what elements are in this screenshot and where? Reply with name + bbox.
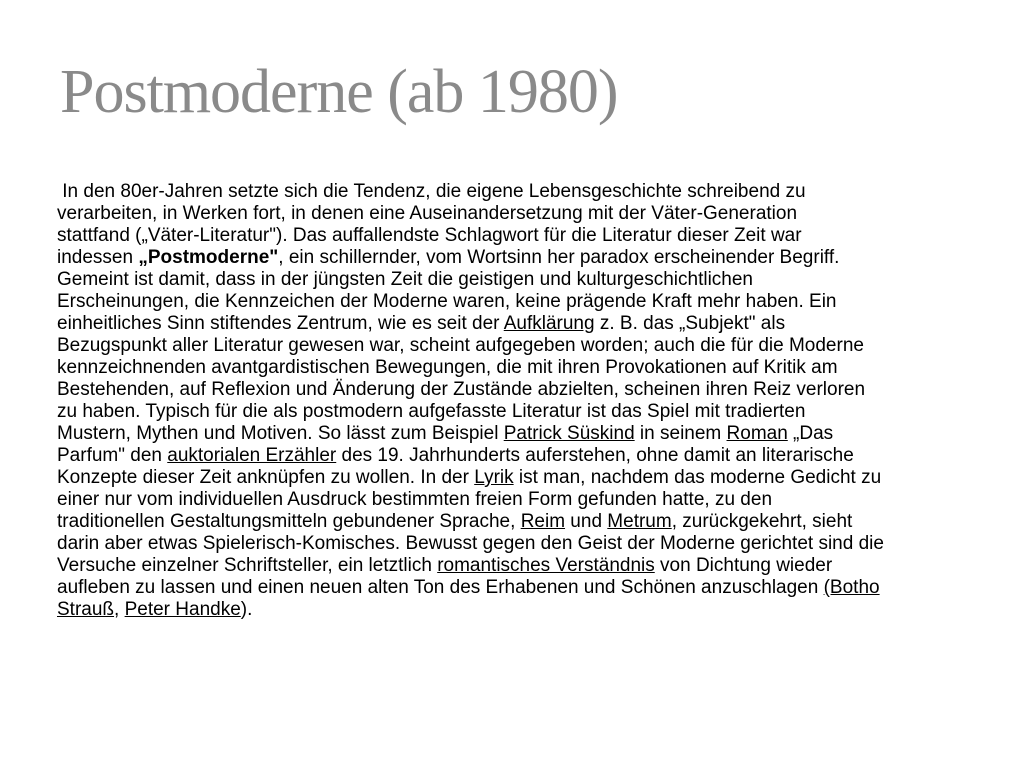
text-run: Konzepte dieser Zeit anknüpfen zu wollen. In der (57, 467, 475, 488)
text-run: einer nur vom individuellen Ausdruck bestimmten freien Form gefunden hatte, zu den (57, 489, 773, 510)
text-line (57, 203, 969, 225)
text-line (57, 247, 969, 269)
text-run: Bestehenden, auf Reflexion und Änderung der Zustände abzielten, scheinen ihren Reiz verloren (57, 379, 866, 400)
text-run: aufleben zu lassen und einen neuen alten Ton des Erhabenen und Schönen anzuschlagen (57, 577, 824, 598)
text-run: verarbeiten, in Werken fort, in denen eine Auseinandersetzung mit der Väter-Generation (57, 203, 798, 224)
body-text (57, 181, 969, 621)
text-run: Bezugspunkt aller Literatur gewesen war, scheint aufgegeben worden; auch die für die Moderne (57, 335, 864, 356)
text-run: und (565, 511, 608, 532)
text-line (57, 225, 969, 247)
text-line (57, 577, 969, 599)
text-line (57, 489, 969, 511)
text-run: Parfum" den (57, 445, 168, 466)
text-run: Erscheinungen, die Kennzeichen der Moderne waren, keine prägende Kraft mehr haben. Ein (57, 291, 837, 312)
text-line (57, 401, 969, 423)
text-line (57, 555, 969, 577)
hyperlink-text[interactable]: (Botho (823, 577, 880, 598)
hyperlink-text[interactable]: Lyrik (474, 467, 514, 488)
text-line (57, 335, 969, 357)
hyperlink-text[interactable]: Patrick Süskind (503, 423, 635, 444)
text-line (57, 533, 969, 555)
text-run: ist man, nachdem das moderne Gedicht zu (513, 467, 882, 488)
text-run: in seinem (634, 423, 727, 444)
text-line (57, 467, 969, 489)
text-run: , (114, 599, 125, 620)
text-run: indessen (57, 247, 139, 268)
hyperlink-text[interactable]: auktorialen Erzähler (167, 445, 337, 466)
text-line (57, 269, 969, 291)
hyperlink-text[interactable]: Reim (520, 511, 566, 532)
text-run: „Das (787, 423, 834, 444)
text-run: stattfand („Väter-Literatur"). Das auffallendste Schlagwort für die Literatur dieser Zeit war (57, 225, 802, 246)
text-run: von Dichtung wieder (654, 555, 833, 576)
text-run: darin aber etwas Spielerisch-Komisches. Bewusst gegen den Geist der Moderne gerichtet sind die (57, 533, 884, 554)
text-line (57, 313, 969, 335)
text-line (57, 511, 969, 533)
text-run: Gemeint ist damit, dass in der jüngsten Zeit die geistigen und kulturgeschichtlichen (57, 269, 753, 290)
text-run: Mustern, Mythen und Motiven. So lässt zum Beispiel (57, 423, 504, 444)
text-run: zu haben. Typisch für die als postmodern aufgefasste Literatur ist das Spiel mit tradierten (57, 401, 806, 422)
text-line (57, 181, 969, 203)
text-run: ). (240, 599, 253, 620)
text-run: kennzeichnenden avantgardistischen Bewegungen, die mit ihren Provokationen auf Kritik am (57, 357, 838, 378)
text-run: In den 80er-Jahren setzte sich die Tendenz, die eigene Lebensgeschichte schreibend zu (57, 181, 806, 202)
text-line (57, 445, 969, 467)
text-run: , zurückgekehrt, sieht (671, 511, 853, 532)
hyperlink-text[interactable]: romantisches Verständnis (437, 555, 655, 576)
text-run: Versuche einzelner Schriftsteller, ein letztlich (57, 555, 438, 576)
hyperlink-text[interactable]: Metrum (607, 511, 672, 532)
text-line (57, 379, 969, 401)
text-line (57, 357, 969, 379)
text-run: traditionellen Gestaltungsmitteln gebundener Sprache, (57, 511, 521, 532)
slide-title: Postmoderne (ab 1980) (60, 58, 618, 126)
hyperlink-text[interactable]: Roman (726, 423, 788, 444)
text-line (57, 291, 969, 313)
text-run: des 19. Jahrhunderts auferstehen, ohne damit an literarische (336, 445, 854, 466)
text-line (57, 599, 969, 621)
text-line (57, 423, 969, 445)
text-run: einheitliches Sinn stiftendes Zentrum, wie es seit der (57, 313, 504, 334)
hyperlink-text[interactable]: Strauß (57, 599, 115, 620)
text-run: „Postmoderne" (138, 247, 279, 268)
hyperlink-text[interactable]: Peter Handke (124, 599, 241, 620)
text-run: z. B. das „Subjekt" als (594, 313, 786, 334)
text-run: , ein schillernder, vom Wortsinn her paradox erscheinender Begriff. (278, 247, 840, 268)
hyperlink-text[interactable]: Aufklärung (503, 313, 595, 334)
